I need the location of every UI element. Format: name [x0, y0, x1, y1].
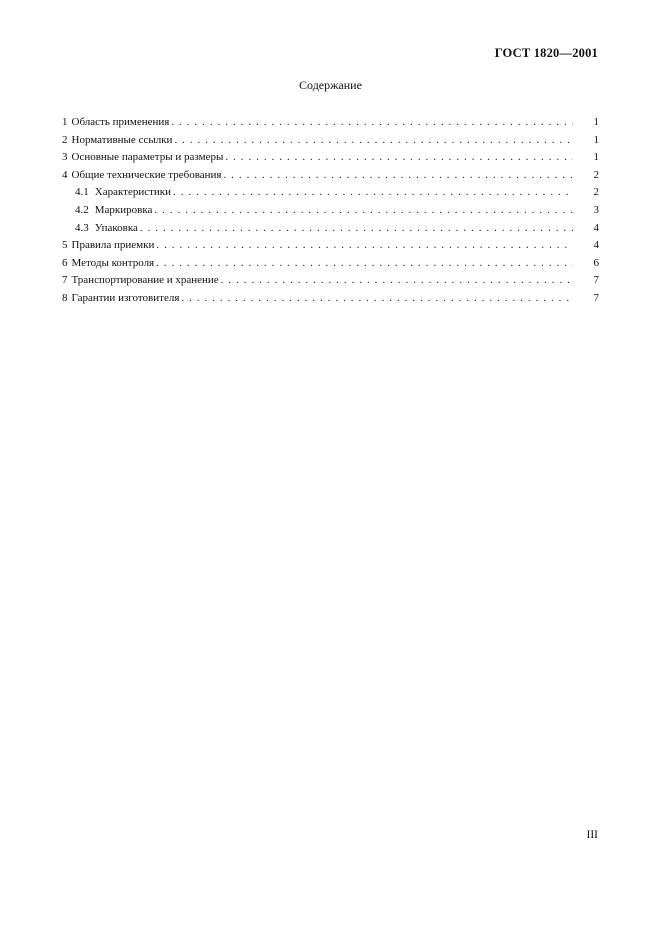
- toc-item-number: 5: [62, 239, 68, 252]
- toc-item-page: 7: [593, 274, 599, 287]
- toc-leader-dots: [156, 257, 573, 269]
- toc-item-number: 4.1: [75, 186, 89, 199]
- toc-leader-dots: [173, 186, 573, 198]
- toc-item-number: 8: [62, 291, 68, 304]
- toc-leader-dots: [156, 239, 573, 251]
- toc-item-1[interactable]: [62, 116, 599, 134]
- toc-item-label: Гарантии изготовителя: [71, 291, 180, 304]
- toc-item-label: Правила приемки: [71, 239, 155, 252]
- toc-item-label: Транспортирование и хранение: [71, 274, 219, 287]
- toc-title: Содержание: [299, 78, 362, 92]
- toc-item-number: 7: [62, 274, 68, 287]
- page-number: III: [586, 829, 598, 841]
- toc-item-2[interactable]: [62, 134, 599, 152]
- toc-item-4[interactable]: [62, 169, 599, 187]
- toc-item-label: Нормативные ссылки: [71, 133, 173, 146]
- toc-item-4-3[interactable]: [62, 222, 599, 240]
- toc-leader-dots: [140, 222, 573, 234]
- toc-item-label: Методы контроля: [71, 256, 155, 269]
- toc-item-page: 1: [593, 133, 599, 146]
- toc-item-number: 4: [62, 168, 68, 181]
- toc-leader-dots: [154, 204, 573, 216]
- toc-item-label: Характеристики: [94, 186, 172, 199]
- toc-item-4-2[interactable]: [62, 204, 599, 222]
- toc-item-page: 2: [593, 168, 599, 181]
- toc-item-number: 3: [62, 151, 68, 164]
- toc-item-4-1[interactable]: [62, 186, 599, 204]
- toc-item-number: 6: [62, 256, 68, 269]
- toc-item-3[interactable]: [62, 151, 599, 169]
- toc-item-page: 1: [593, 116, 599, 128]
- toc-item-5[interactable]: [62, 239, 599, 257]
- toc-leader-dots: [181, 292, 573, 304]
- toc-item-page: 4: [593, 221, 599, 234]
- toc-item-page: 7: [593, 291, 599, 304]
- toc-item-number: 4.3: [75, 221, 89, 234]
- toc-item-label: Упаковка: [94, 221, 138, 234]
- toc-item-6[interactable]: [62, 257, 599, 275]
- toc-item-label: Область применения: [71, 116, 170, 128]
- toc-leader-dots: [225, 151, 573, 163]
- toc-leader-dots: [221, 274, 573, 286]
- table-of-contents: [62, 116, 599, 310]
- toc-item-page: 2: [593, 186, 599, 199]
- toc-item-label: Общие технические требования: [71, 168, 222, 181]
- toc-leader-dots: [171, 116, 573, 128]
- toc-item-number: 2: [62, 133, 68, 146]
- toc-leader-dots: [223, 169, 573, 181]
- toc-item-8[interactable]: [62, 292, 599, 310]
- toc-item-label: Маркировка: [94, 203, 153, 216]
- toc-item-page: 4: [593, 239, 599, 252]
- toc-leader-dots: [174, 134, 573, 146]
- toc-item-number: 4.2: [75, 203, 89, 216]
- toc-item-7[interactable]: [62, 274, 599, 292]
- toc-item-label: Основные параметры и размеры: [71, 151, 224, 164]
- standard-header: ГОСТ 1820—2001: [494, 46, 598, 60]
- toc-item-number: 1: [62, 116, 68, 128]
- toc-item-page: 1: [593, 151, 599, 164]
- toc-item-page: 3: [593, 203, 599, 216]
- toc-item-page: 6: [593, 256, 599, 269]
